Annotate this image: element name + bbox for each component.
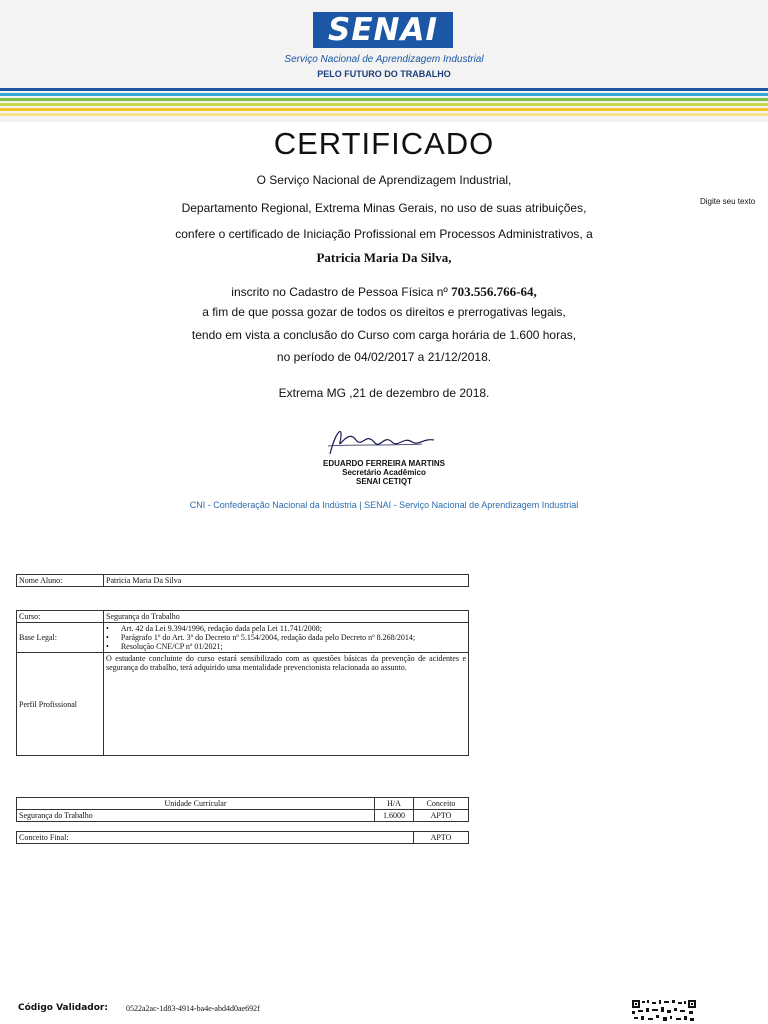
base-legal-item: Parágrafo 1º do Art. 3º do Decreto nº 5.154/2004, redação dada pelo Decreto nº 8.268/2014; xyxy=(120,633,416,642)
unit-table xyxy=(16,797,469,822)
unit-name: Segurança do Trabalho xyxy=(17,810,375,822)
place-date: Extrema MG ,21 de dezembro de 2018. xyxy=(278,386,490,400)
cert-line-7: no período de 04/02/2017 a 21/12/2018. xyxy=(276,350,492,364)
final-label: Conceito Final: xyxy=(17,832,414,844)
course-value: Segurança do Trabalho xyxy=(104,611,469,623)
list-item: • Parágrafo 1º do Art. 3º do Decreto nº 5.154/2004, redação dada pelo Decreto nº 8.268/2014; xyxy=(106,633,416,642)
cert-line-1: O Serviço Nacional de Aprendizagem Industrial, xyxy=(256,173,512,187)
certificate-title: CERTIFICADO xyxy=(273,126,495,161)
signature-image xyxy=(322,420,442,462)
cpf-number: 703.556.766-64, xyxy=(451,284,537,299)
student-label: Nome Aluno: xyxy=(17,575,104,587)
stripe-blue xyxy=(0,88,768,91)
cert-line-3: confere o certificado de Iniciação Profissional em Processos Administrativos, a xyxy=(175,227,593,241)
cert-line-2: Departamento Regional, Extrema Minas Gerais, no uso de suas atribuições, xyxy=(181,201,587,215)
header-concept: Conceito xyxy=(414,798,469,810)
final-value: APTO xyxy=(414,832,469,844)
senai-logo: SENAI xyxy=(313,12,453,48)
course-table xyxy=(16,610,469,756)
course-label: Curso: xyxy=(17,611,104,623)
cert-line-4 xyxy=(0,284,768,300)
stripe-green xyxy=(0,98,768,101)
final-table xyxy=(16,831,469,844)
base-legal-item: Art. 42 da Lei 9.394/1996, redação dada pela Lei 11.741/2008; xyxy=(120,624,323,633)
base-legal-list xyxy=(104,623,469,653)
header-unit: Unidade Curricular xyxy=(17,798,375,810)
base-legal-item: Resolução CNE/CP nº 01/2021; xyxy=(120,642,223,651)
table-row xyxy=(17,575,469,587)
signer-role: Secretário Acadêmico xyxy=(342,468,426,477)
signer-org: SENAI CETIQT xyxy=(355,477,412,486)
institution-footer: CNI - Confederação Nacional da Indústria | SENAI - Serviço Nacional de Aprendizagem Industrial xyxy=(189,500,579,510)
perfil-label: Perfil Profissional xyxy=(17,653,104,756)
list-item: • Resolução CNE/CP nº 01/2021; xyxy=(106,642,223,651)
cert-line-5: a fim de que possa gozar de todos os direitos e prerrogativas legais, xyxy=(202,305,566,319)
stripe-cyan xyxy=(0,93,768,96)
cpf-label: inscrito no Cadastro de Pessoa Física nº xyxy=(231,285,448,299)
header-banner xyxy=(0,0,768,122)
logo-subtitle: Serviço Nacional de Aprendizagem Industrial xyxy=(284,54,484,65)
student-table xyxy=(16,574,469,587)
student-name: Patricia Maria Da Silva, xyxy=(316,250,452,265)
cert-line-6: tendo em vista a conclusão do Curso com carga horária de 1.600 horas, xyxy=(191,328,577,342)
side-note: Digite seu texto xyxy=(700,197,756,206)
signer-name: EDUARDO FERREIRA MARTINS xyxy=(323,459,445,468)
table-row xyxy=(17,611,469,623)
qr-code-icon xyxy=(632,1000,696,1024)
unit-concept: APTO xyxy=(414,810,469,822)
student-value: Patricia Maria Da Silva xyxy=(104,575,469,587)
validator-label: Código Validador: xyxy=(18,1003,108,1013)
unit-ha: 1.6000 xyxy=(375,810,414,822)
perfil-value: O estudante concluinte do curso estará sensibilizado com as questões básicas da prevenção de acidentes e segurança do trabalho, terá adquirido uma mentalidade prevencionista relacionada ao assunto. xyxy=(104,653,469,756)
table-row xyxy=(17,832,469,844)
stripe-lime xyxy=(0,103,768,106)
validator-code: 0522a2ac-1d83-4914-ba4e-abd4d0ae692f xyxy=(126,1004,260,1013)
table-row xyxy=(17,653,469,756)
signature-block xyxy=(0,459,768,486)
header-ha: H/A xyxy=(375,798,414,810)
base-legal-label: Base Legal: xyxy=(17,623,104,653)
logo-tagline: PELO FUTURO DO TRABALHO xyxy=(317,69,451,79)
list-item: • Art. 42 da Lei 9.394/1996, redação dada pela Lei 11.741/2008; xyxy=(106,624,323,633)
table-row xyxy=(17,798,469,810)
table-row xyxy=(17,810,469,822)
stripe-yellow xyxy=(0,108,768,111)
table-row xyxy=(17,623,469,653)
stripe-light-yellow xyxy=(0,113,768,116)
